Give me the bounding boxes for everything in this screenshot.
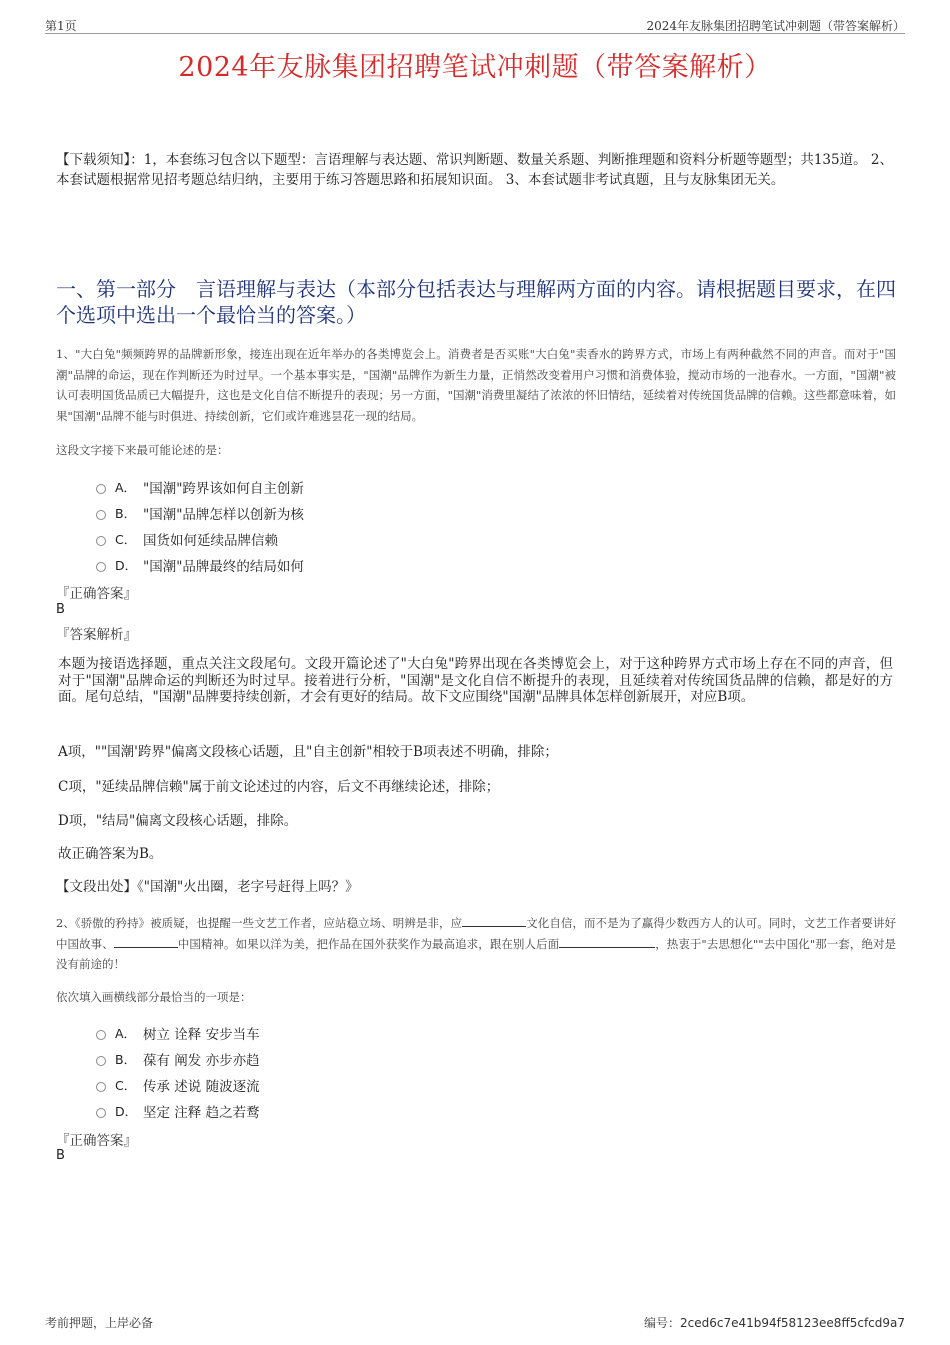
question-2-answer: B xyxy=(56,1148,65,1163)
question-1-stem: 1、"大白兔"频频跨界的品牌新形象，接连出现在近年举办的各类博览会上。消费者是否买账"大白兔"卖香水的跨界方式，市场上有两种截然不同的声音。而对于"国潮"品牌的命运，现在作判断还为时过早。一个基本事实是，"国潮"品牌作为新生力量，正悄然改变着用户习惯和消费体验，搅动市场的一池春水。一方面，"国潮"被认可表明国货品质已大幅提升，这也是文化自信不断提升的表现；另一方面，"国潮"消费里凝结了浓浓的怀旧情结，延续着对传统国货品牌的信赖。这些都意味着，如果"国潮"品牌不能与时俱进、持续创新，它们或许难逃昙花一现的结局。 xyxy=(56,347,896,423)
fill-blank-2 xyxy=(114,936,178,948)
question-1-point-c: C项，"延续品牌信赖"属于前文论述过的内容，后文不再继续论述，排除； xyxy=(58,779,500,795)
radio-icon[interactable] xyxy=(96,1056,106,1066)
question-2-option-b[interactable] xyxy=(96,1049,260,1069)
option-label: C． xyxy=(115,1078,137,1093)
question-1-source: 【文段出处】《"国潮"火出圈，老字号赶得上吗？》 xyxy=(56,879,359,895)
question-1-option-b[interactable] xyxy=(96,503,304,523)
question-1-option-c[interactable] xyxy=(96,529,278,549)
radio-icon[interactable] xyxy=(96,510,106,520)
header-doc-title: 2024年友脉集团招聘笔试冲刺题（带答案解析） xyxy=(646,19,905,33)
option-text: 树立 诠释 安步当车 xyxy=(143,1027,260,1043)
radio-icon[interactable] xyxy=(96,562,106,572)
question-2-option-c[interactable] xyxy=(96,1075,260,1095)
option-text: "国潮"跨界该如何自主创新 xyxy=(143,481,304,497)
question-1-analysis-label: 『答案解析』 xyxy=(56,627,137,643)
option-label: D． xyxy=(115,558,138,573)
option-text: "国潮"品牌怎样以创新为核 xyxy=(143,507,304,523)
question-1-answer: B xyxy=(56,602,65,617)
option-label: B． xyxy=(115,1052,137,1067)
stem-part-4: ，热衷于"去思想化""去中国化"那一套，绝对是没有前途的！ xyxy=(56,936,897,971)
footer-slogan: 考前押题，上岸必备 xyxy=(45,1316,154,1330)
option-text: 坚定 注释 趋之若鹜 xyxy=(143,1105,260,1121)
footer-code-label: 编号： xyxy=(643,1316,680,1330)
question-1-point-a: A项，""国潮'跨界"偏离文段核心话题，且"自主创新"相较于B项表述不明确，排除； xyxy=(58,744,558,760)
option-label: D． xyxy=(115,1104,138,1119)
stem-part-2: 文化自信，而不是为了赢得少数西方人的认可。同时，文艺工作者要讲好中国故事、 xyxy=(56,916,897,951)
question-1-answer-label: 『正确答案』 xyxy=(56,586,137,602)
question-2-answer-label: 『正确答案』 xyxy=(56,1133,137,1149)
question-1-option-a[interactable] xyxy=(96,477,304,497)
fill-blank-3 xyxy=(559,936,655,948)
option-text: 传承 述说 随波逐流 xyxy=(143,1079,260,1095)
header-divider xyxy=(45,33,905,34)
radio-icon[interactable] xyxy=(96,484,106,494)
question-1-conclusion: 故正确答案为B。 xyxy=(58,846,163,862)
fill-blank-1 xyxy=(462,915,526,927)
option-text: "国潮"品牌最终的结局如何 xyxy=(143,559,304,575)
radio-icon[interactable] xyxy=(96,1030,106,1040)
footer-code xyxy=(644,1314,905,1331)
option-text: 葆有 阐发 亦步亦趋 xyxy=(143,1053,260,1069)
question-1-point-d: D项，"结局"偏离文段核心话题，排除。 xyxy=(58,813,298,829)
question-1-option-d[interactable] xyxy=(96,555,304,575)
download-notice: 【下载须知】：1，本套练习包含以下题型：言语理解与表达题、常识判断题、数量关系题、判断推理题和资料分析题等题型；共135道。 2、本套试题根据常见招考题总结归纳，主要用于练习答题思路和拓展知识面。 3、本套试题非考试真题，且与友脉集团无关。 xyxy=(56,152,893,188)
header-page-number: 第1页 xyxy=(45,19,77,33)
option-text: 国货如何延续品牌信赖 xyxy=(143,533,278,549)
radio-icon[interactable] xyxy=(96,1082,106,1092)
option-label: A． xyxy=(115,1026,137,1041)
option-label: C． xyxy=(115,532,137,547)
page-title: 2024年友脉集团招聘笔试冲刺题（带答案解析） xyxy=(178,52,772,83)
option-label: A． xyxy=(115,480,137,495)
question-1-analysis: 本题为接语选择题，重点关注文段尾句。文段开篇论述了"大白兔"跨界出现在各类博览会上，对于这种跨界方式市场上存在不同的声音，但对于"国潮"品牌命运的判断还为时过早。接着进行分析，"国潮"是文化自信不断提升的表现，且延续着对传统国货品牌的信赖，都是好的方面。尾句总结，"国潮"品牌要持续创新，才会有更好的结局。故下文应围绕"国潮"品牌具体怎样创新展开，对应B项。 xyxy=(58,656,893,705)
radio-icon[interactable] xyxy=(96,536,106,546)
radio-icon[interactable] xyxy=(96,1108,106,1118)
question-2-option-a[interactable] xyxy=(96,1023,260,1043)
question-2-stem xyxy=(56,913,896,975)
question-2-option-d[interactable] xyxy=(96,1101,260,1121)
option-label: B． xyxy=(115,506,137,521)
stem-part-1: 2、《骄傲的矜持》被质疑，也提醒一些文艺工作者，应站稳立场、明辨是非，应 xyxy=(56,916,463,930)
stem-part-3: 中国精神。如果以洋为美，把作品在国外获奖作为最高追求，跟在别人后面 xyxy=(177,936,560,951)
section-heading: 一、第一部分 言语理解与表达（本部分包括表达与理解两方面的内容。请根据题目要求，在四个选项中选出一个最恰当的答案。） xyxy=(56,277,896,327)
footer-code-value: 2ced6c7e41b94f58123ee8ff5cfcd9a7 xyxy=(680,1316,905,1330)
question-2-prompt: 依次填入画横线部分最恰当的一项是： xyxy=(56,990,252,1004)
question-1-prompt: 这段文字接下来最可能论述的是： xyxy=(56,443,229,457)
